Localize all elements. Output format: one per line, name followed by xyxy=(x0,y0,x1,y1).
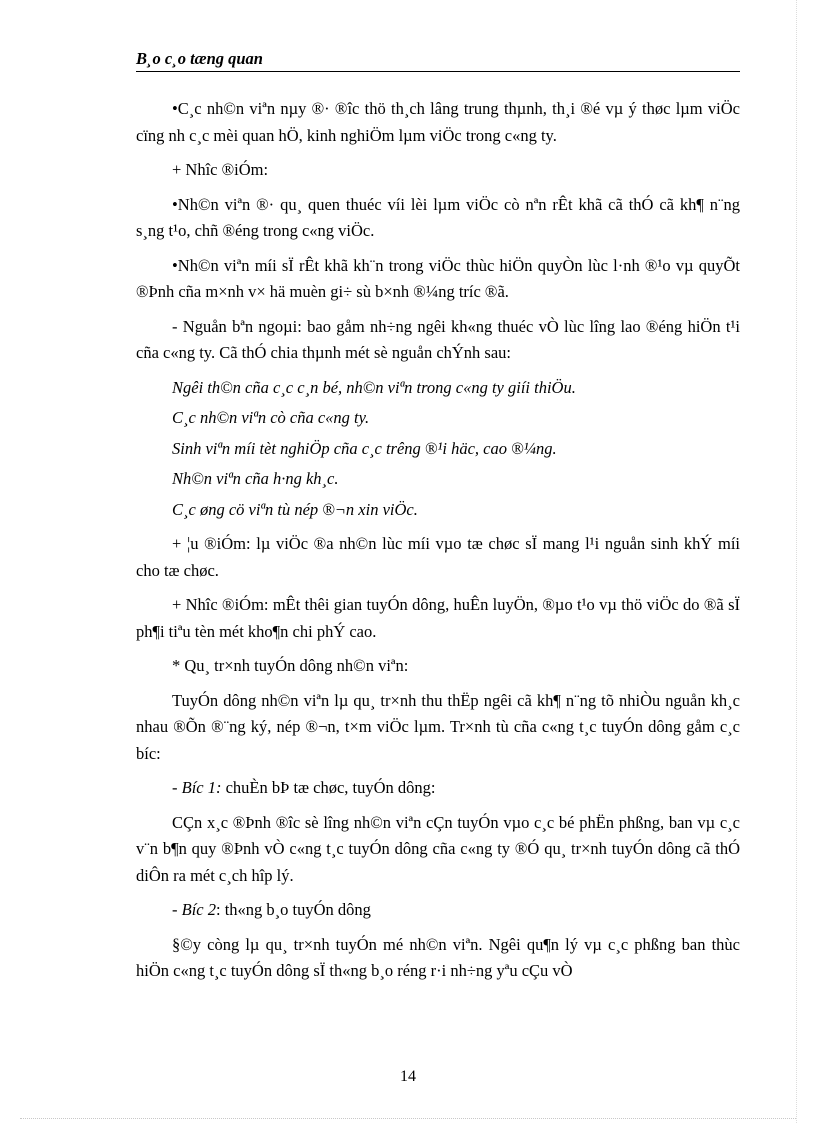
paragraph: •Nh©n viªn míi sÏ rÊt khã kh¨n trong viÖc thùc hiÖn quyÒn lùc l·nh ®¹o vµ quyÕt ®Þnh cña m×nh v× hä muèn gi÷ sù b×nh ®¼ng tríc ®ã. xyxy=(136,255,740,301)
step-prefix: - xyxy=(172,900,182,919)
step-prefix: - xyxy=(172,778,182,797)
step-text: : th«ng b¸o tuyÓn dông xyxy=(216,900,371,919)
paragraph: - Nguån bªn ngoµi: bao gåm nh÷ng ngêi kh«ng thuéc vÒ lùc lîng lao ®éng hiÖn t¹i cña c«ng ty. Cã thÓ chia thµnh mét sè nguån chÝnh sau: xyxy=(136,316,740,362)
paragraph: + Nhîc ®iÓm: xyxy=(172,160,269,179)
list-item: C¸c nh©n viªn cò cña c«ng ty. xyxy=(172,408,370,427)
paragraph: CÇn x¸c ®Þnh ®îc sè lîng nh©n viªn cÇn tuyÓn vµo c¸c bé phËn phßng, ban vµ c¸c v¨n b¶n quy ®Þnh vÒ c«ng t¸c tuyÓn dông cña c«ng ty ®Ó qu¸ tr×nh tuyÓn dông cã thÓ diÔn ra mét c¸ch hîp lý. xyxy=(136,812,740,885)
step-label: Bíc 2 xyxy=(181,900,216,919)
margin-guide xyxy=(796,0,797,1123)
list-item: Nh©n viªn cña h·ng kh¸c. xyxy=(172,469,339,488)
document-body xyxy=(136,96,740,993)
step-heading xyxy=(136,775,740,802)
page-header xyxy=(136,48,740,72)
paragraph: + Nhîc ®iÓm: mÊt thêi gian tuyÓn dông, huÊn luyÖn, ®µo t¹o vµ thö viÖc do ®ã sÏ ph¶i tiªu tèn mét kho¶n chi phÝ cao. xyxy=(136,595,740,641)
paragraph: TuyÓn dông nh©n viªn lµ qu¸ tr×nh thu thËp ngêi cã kh¶ n¨ng tõ nhiÒu nguån kh¸c nhau ®Õn ®¨ng ký, nép ®¬n, t×m viÖc lµm. Tr×nh tù cña c«ng t¸c tuyÓn dông gåm c¸c bíc: xyxy=(136,690,740,763)
footer-divider xyxy=(20,1118,796,1119)
list-item: Sinh viªn míi tèt nghiÖp cña c¸c trêng ®¹i häc, cao ®¼ng. xyxy=(172,438,557,458)
paragraph: §©y còng lµ qu¸ tr×nh tuyÓn mé nh©n viªn. Ngêi qu¶n lý vµ c¸c phßng ban thùc hiÖn c«ng t¸c tuyÓn dông sÏ th«ng b¸o réng r·i nh÷ng yªu cÇu vÒ xyxy=(136,934,740,980)
list-item: Ngêi th©n cña c¸c c¸n bé, nh©n viªn trong c«ng ty giíi thiÖu. xyxy=(172,377,576,397)
step-heading xyxy=(136,897,740,924)
paragraph: •C¸c nh©n viªn nµy ®· ®îc thö th¸ch lâng trung thµnh, th¸i ®é vµ ý thøc lµm viÖc cïng nh c¸c mèi quan hÖ, kinh nghiÖm lµm viÖc trong c«ng ty. xyxy=(136,99,740,145)
paragraph: •Nh©n viªn ®· qu¸ quen thuéc víi lèi lµm viÖc cò nªn rÊt khã cã thÓ cã kh¶ n¨ng s¸ng t¹o, chñ ®éng trong c«ng viÖc. xyxy=(136,194,740,240)
page-number: 14 xyxy=(400,1068,416,1085)
list-item: C¸c øng cö viªn tù nép ®¬n xin viÖc. xyxy=(172,499,418,519)
paragraph: * Qu¸ tr×nh tuyÓn dông nh©n viªn: xyxy=(172,656,409,675)
step-label: Bíc 1: xyxy=(181,778,222,797)
page-header-title: B¸o c¸o tæng quan xyxy=(136,49,263,68)
step-text: chuÈn bÞ tæ chøc, tuyÓn dông: xyxy=(221,778,436,797)
paragraph: + ¦u ®iÓm: lµ viÖc ®a nh©n lùc míi vµo tæ chøc sÏ mang l¹i nguån sinh khÝ míi cho tæ chøc. xyxy=(136,534,740,580)
